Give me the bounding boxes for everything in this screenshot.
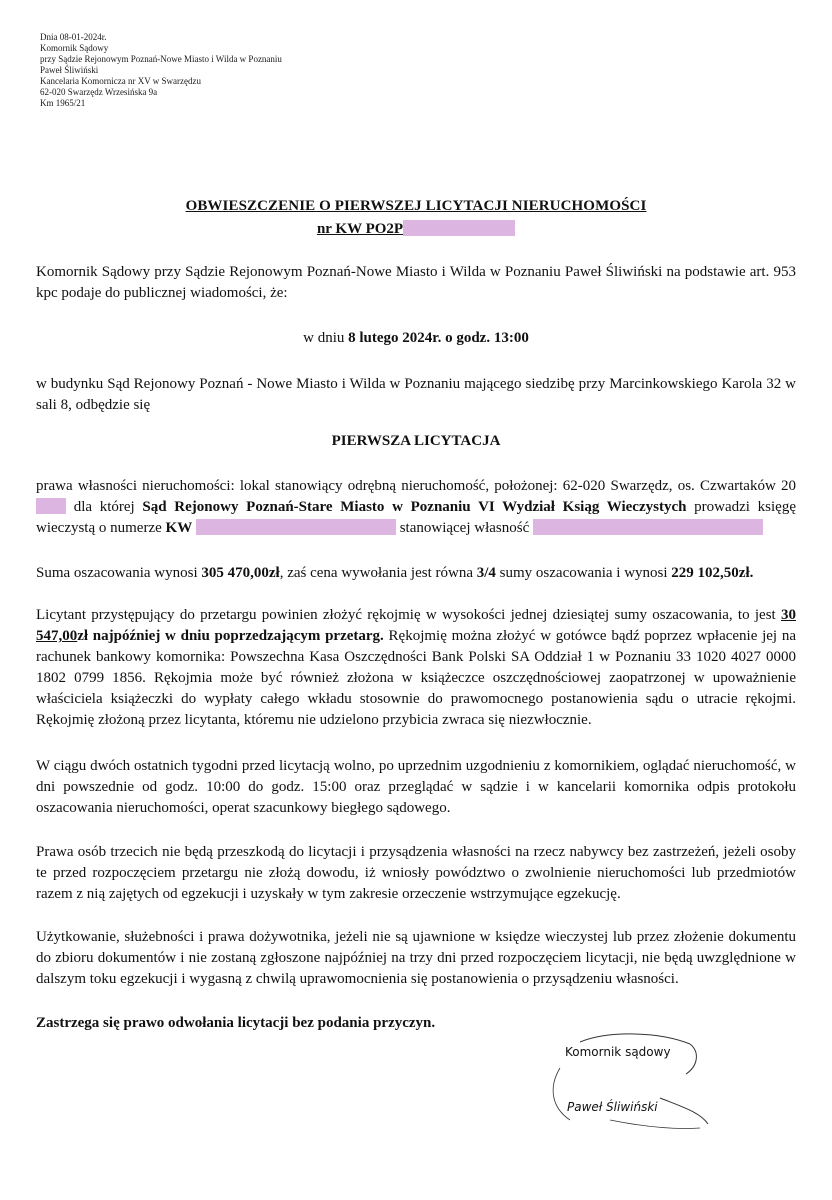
header-chancellery: Kancelaria Komornicza nr XV w Swarzędzu — [40, 76, 202, 86]
kw-redaction — [403, 220, 515, 236]
address-redaction — [36, 498, 66, 514]
date-prefix: w dniu — [303, 330, 349, 346]
usufruct-paragraph: Użytkowanie, służebności i prawa dożywotnika, jeżeli nie są ujawnione w księdze wieczystej lub przez złożenie dokumentu do zbioru dokumentów i nie zostaną zgłoszone najpóźniej na trzy dni przed rozpoczęciem licytacji, nie będą uwzględnione w dalszym toku egzekucji i wygasną z chwilą uprawomocnienia się postanowienia o przysądzeniu własności. — [36, 929, 796, 987]
valuation-fraction: 3/4 — [476, 565, 496, 581]
third-party-paragraph: Prawa osób trzecich nie będą przeszkodą do licytacji i przysądzenia własności na rzecz nabywcy bez zastrzeżeń, jeżeli osoby te przed rozpoczęciem przetargu nie złożą dowodu, iż wniosły powództwo o zwolnienie nieruchomości lub przedmiotów razem z nią zajętych od egzekucji i uzyskały w tym zakresie orzeczenie wstrzymujące egzekucję. — [36, 844, 796, 902]
auction-subtitle: PIERWSZA LICYTACJA — [331, 433, 501, 449]
valuation-text-2: , zaś cena wywołania jest równa — [279, 565, 477, 581]
starting-price: 229 102,50zł. — [671, 565, 754, 581]
deposit-deadline: zł najpóźniej w dniu poprzedzającym przetarg. — [77, 628, 384, 644]
property-text-1: prawa własności nieruchomości: lokal stanowiący odrębną nieruchomość, położonej: 62-020 Swarzędz, os. Czwartaków 20 — [36, 478, 796, 494]
header-case-number: Km 1965/21 — [40, 98, 86, 108]
property-text-4: stanowiącej własność — [395, 520, 530, 536]
date-value: 8 lutego 2024r. o godz. 13:00 — [348, 330, 529, 346]
location-paragraph: w budynku Sąd Rejonowy Poznań - Nowe Miasto i Wilda w Poznaniu mającego siedzibę przy Marcinkowskiego Karola 32 w sali 8, odbędzie się — [36, 376, 796, 413]
deposit-text-1: Licytant przystępujący do przetargu powinien złożyć rękojmię w wysokości jednej dziesiątej sumy oszacowania, to jest — [36, 607, 781, 623]
intro-paragraph: Komornik Sądowy przy Sądzie Rejonowym Poznań-Nowe Miasto i Wilda w Poznaniu Paweł Śliwiński na podstawie art. 953 kpc podaje do publicznej wiadomości, że: — [36, 264, 796, 301]
inspection-paragraph: W ciągu dwóch ostatnich tygodni przed licytacją wolno, po uprzednim uzgodnieniu z komornikiem, oglądać nieruchomość, w dni powszednie od godz. 10:00 do godz. 15:00 oraz przeglądać w sądzie i w kancelarii komornika odpis protokołu oszacowania nieruchomości, operat szacunkowy biegłego sądowego. — [36, 758, 796, 816]
property-paragraph — [36, 476, 796, 539]
kw-label: nr KW PO2P — [316, 221, 404, 237]
auction-date — [0, 330, 832, 347]
kw-prefix: KW — [165, 520, 193, 536]
header-address: 62-020 Swarzędz Wrzesińska 9a — [40, 87, 158, 97]
owner-redaction — [533, 519, 763, 535]
header-date: Dnia 08-01-2024r. — [40, 32, 107, 42]
deposit-amount: 30 547,00 — [36, 607, 796, 644]
notice-title: OBWIESZCZENIE O PIERWSZEJ LICYTACJI NIERUCHOMOŚCI — [185, 198, 647, 214]
header-name: Paweł Śliwiński — [40, 65, 99, 75]
valuation-text-3: sumy oszacowania i wynosi — [495, 565, 672, 581]
signature-title: Komornik sądowy — [565, 1045, 671, 1059]
property-text-3: prowadzi księgę wieczystą o numerze — [36, 499, 796, 536]
kw-number-redaction — [196, 519, 396, 535]
notice-kw-line — [0, 220, 832, 238]
header-office: Komornik Sądowy — [40, 43, 109, 53]
valuation-sum: 305 470,00zł — [201, 565, 280, 581]
deposit-text-3: Rękojmię można złożyć w gotówce bądź poprzez wpłacenie jej na rachunek bankowy komornika: Powszechna Kasa Oszczędności Bank Polski SA Oddział 1 w Poznaniu 33 1020 4027 0000 1802 0799 1856. Rękojmia może być również złożona w książeczce oszczędnościowej zaopatrzonej w upoważnienie właściciela książeczki do wypłaty całego wkładu stosownie do prawomocnego postanowienia sądu o utracie rękojmi. Rękojmię złożoną przez licytanta, któremu nie udzielono przybicia zwraca się niezwłocznie. — [36, 628, 796, 728]
deposit-paragraph — [36, 605, 796, 731]
valuation-text-1: Suma oszacowania wynosi — [36, 565, 202, 581]
reservation-statement: Zastrzega się prawo odwołania licytacji bez podania przyczyn. — [36, 1015, 436, 1031]
header-court: przy Sądzie Rejonowym Poznań-Nowe Miasto i Wilda w Poznaniu — [40, 54, 282, 64]
court-name: Sąd Rejonowy Poznań-Stare Miasto w Poznaniu VI Wydział Ksiąg Wieczystych — [142, 499, 687, 515]
issuer-header — [40, 32, 282, 109]
signature-name: Paweł Śliwiński — [567, 1100, 658, 1114]
valuation-paragraph — [36, 563, 796, 584]
property-text-2: dla której — [66, 499, 143, 515]
